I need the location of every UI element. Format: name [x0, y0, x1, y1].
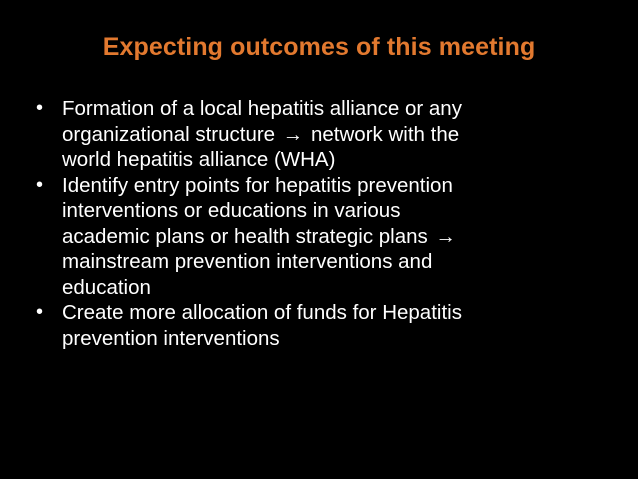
- bullet-text-line: prevention interventions: [62, 326, 280, 350]
- bullet-text-segment: academic plans or health strategic plans: [62, 224, 428, 248]
- bullet-text-segment: network with the: [311, 122, 460, 146]
- bullet-dot-icon: •: [36, 97, 44, 119]
- bullet-dot-icon: •: [36, 301, 44, 323]
- bullet-list: [36, 96, 606, 351]
- bullet-text-line: interventions or educations in various: [62, 199, 401, 222]
- bullet-text-line: mainstream prevention interventions and: [62, 250, 433, 273]
- bullet-text-line: world hepatitis alliance (WHA): [62, 148, 336, 171]
- bullet-item-funds: [36, 300, 606, 351]
- bullet-text-line: Create more allocation of funds for Hepatitis: [62, 301, 462, 324]
- arrow-right-icon: →: [435, 224, 456, 248]
- bullet-text-line: Formation of a local hepatitis alliance or any: [62, 97, 462, 120]
- bullet-text-line: education: [62, 275, 151, 299]
- bullet-text-line: [62, 122, 606, 148]
- bullet-text-line: [62, 224, 606, 250]
- bullet-item-alliance: [36, 96, 606, 173]
- bullet-text-segment: organizational structure: [62, 122, 276, 146]
- bullet-text-line: Identify entry points for hepatitis prevention: [62, 173, 453, 197]
- arrow-right-icon: →: [282, 122, 304, 146]
- bullet-item-entry-points: [36, 173, 606, 301]
- bullet-dot-icon: •: [36, 173, 44, 196]
- slide-title: Expecting outcomes of this meeting: [102, 33, 536, 61]
